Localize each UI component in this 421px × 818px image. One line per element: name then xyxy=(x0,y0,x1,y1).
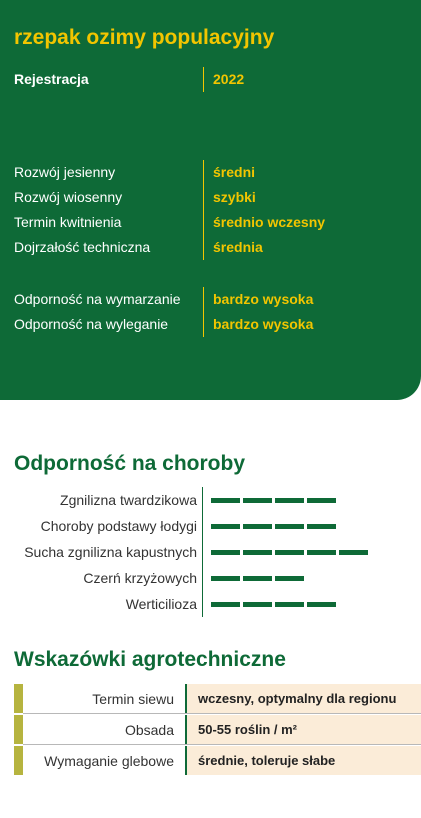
row-separator xyxy=(203,185,204,210)
trait-label: Rozwój wiosenny xyxy=(14,189,123,205)
resistance-bar-segment xyxy=(211,498,240,503)
agro-value: 50-55 roślin / m² xyxy=(198,722,297,737)
disease-name: Czerń krzyżowych xyxy=(83,570,197,586)
agro-row-sowing-date xyxy=(0,684,421,713)
disease-row xyxy=(0,513,421,539)
agro-value-cell xyxy=(187,684,421,713)
resistance-bar-segment xyxy=(307,498,336,503)
registration-row xyxy=(14,67,414,92)
disease-row xyxy=(0,565,421,591)
row-separator xyxy=(203,67,204,92)
disease-separator xyxy=(202,487,203,513)
resistance-bar-segment xyxy=(243,576,272,581)
agro-label: Obsada xyxy=(124,722,174,738)
registration-label: Rejestracja xyxy=(14,71,89,87)
disease-separator xyxy=(202,591,203,617)
disease-name: Zgnilizna twardzikowa xyxy=(60,492,197,508)
disease-row xyxy=(0,487,421,513)
row-separator xyxy=(203,235,204,260)
agro-value: wczesny, optymalny dla regionu xyxy=(198,691,397,706)
trait-value: średni xyxy=(213,164,256,180)
resistance-bar-segment xyxy=(211,602,240,607)
registration-value: 2022 xyxy=(213,71,245,87)
row-divider xyxy=(23,744,421,745)
trait-label: Dojrzałość techniczna xyxy=(14,239,151,255)
resistance-bar-segment xyxy=(275,498,304,503)
disease-name: Choroby podstawy łodygi xyxy=(40,518,197,534)
agro-row-soil-requirement xyxy=(0,746,421,775)
resistance-value: bardzo wysoka xyxy=(213,316,314,332)
disease-row xyxy=(0,591,421,617)
row-separator xyxy=(203,160,204,185)
trait-value: średnio wczesny xyxy=(213,214,326,230)
resistance-label: Odporność na wymarzanie xyxy=(14,291,181,307)
trait-row-flowering-time xyxy=(14,210,414,235)
agro-label-cell xyxy=(23,715,182,744)
row-separator xyxy=(203,210,204,235)
agro-section-title: Wskazówki agrotechniczne xyxy=(14,648,286,671)
trait-row-technical-maturity xyxy=(14,235,414,260)
agro-label: Wymaganie glebowe xyxy=(44,753,174,769)
row-divider xyxy=(23,713,421,714)
agro-value-cell xyxy=(187,715,421,744)
agro-row-plant-density xyxy=(0,715,421,744)
resistance-row-winterkill xyxy=(14,287,414,312)
trait-value: średnia xyxy=(213,239,263,255)
resistance-bar-segment xyxy=(307,524,336,529)
trait-label: Termin kwitnienia xyxy=(14,214,122,230)
resistance-bar-segment xyxy=(243,550,272,555)
trait-row-autumn-development xyxy=(14,160,414,185)
disease-name: Sucha zgnilizna kapustnych xyxy=(24,544,197,560)
resistance-bar-segment xyxy=(275,524,304,529)
resistance-bar-segment xyxy=(243,524,272,529)
row-separator xyxy=(203,312,204,337)
resistance-value: bardzo wysoka xyxy=(213,291,314,307)
disease-separator xyxy=(202,565,203,591)
resistance-bar-segment xyxy=(275,576,304,581)
variety-card xyxy=(0,0,421,400)
disease-separator xyxy=(202,539,203,565)
resistance-bar-segment xyxy=(243,498,272,503)
agro-label-cell xyxy=(23,684,182,713)
row-accent xyxy=(14,715,23,744)
resistance-label: Odporność na wyleganie xyxy=(14,316,169,332)
resistance-bar-segment xyxy=(275,602,304,607)
row-separator xyxy=(203,287,204,312)
resistance-bar-segment xyxy=(211,576,240,581)
resistance-bar-segment xyxy=(211,524,240,529)
agro-value-cell xyxy=(187,746,421,775)
trait-label: Rozwój jesienny xyxy=(14,164,116,180)
row-accent xyxy=(14,684,23,713)
resistance-bar-segment xyxy=(243,602,272,607)
disease-row xyxy=(0,539,421,565)
trait-row-spring-development xyxy=(14,185,414,210)
disease-name: Werticilioza xyxy=(125,596,197,612)
agro-label-cell xyxy=(23,746,182,775)
resistance-bar-segment xyxy=(275,550,304,555)
disease-section-title: Odporność na choroby xyxy=(14,452,246,475)
trait-value: szybki xyxy=(213,189,256,205)
resistance-bar-segment xyxy=(339,550,368,555)
row-accent xyxy=(14,746,23,775)
disease-separator xyxy=(202,513,203,539)
agro-label: Termin siewu xyxy=(92,691,174,707)
resistance-row-lodging xyxy=(14,312,414,337)
resistance-bar-segment xyxy=(307,550,336,555)
resistance-bar-segment xyxy=(211,550,240,555)
agro-value: średnie, toleruje słabe xyxy=(198,753,336,768)
resistance-bar-segment xyxy=(307,602,336,607)
variety-title: rzepak ozimy populacyjny xyxy=(14,26,275,49)
